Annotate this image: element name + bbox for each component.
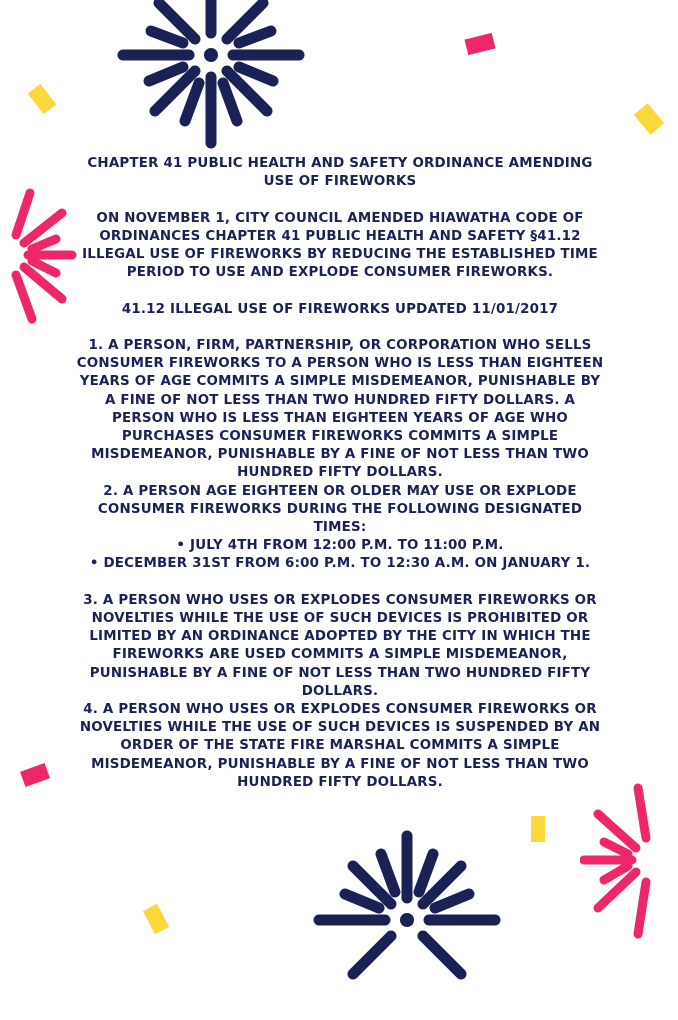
yellow-confetti-bottom-mid [531, 816, 545, 842]
ordinance-document [40, 155, 640, 792]
item-2-bullet: • JULY 4TH FROM 12:00 P.M. TO 11:00 P.M. [176, 538, 504, 554]
intro-line: ON NOVEMBER 1, CITY COUNCIL AMENDED HIAWATHA CODE OF [96, 210, 584, 226]
item-1-line: MISDEMEANOR, PUNISHABLE BY A FINE OF NOT LESS THAN TWO [91, 447, 589, 463]
item-1-line: PERSON WHO IS LESS THAN EIGHTEEN YEARS OF AGE WHO [111, 410, 569, 426]
section-heading: 41.12 ILLEGAL USE OF FIREWORKS UPDATED 11/01/2017 [121, 301, 559, 317]
item-2-line: 2. A PERSON AGE EIGHTEEN OR OLDER MAY USE OR EXPLODE [103, 483, 577, 499]
title-line: USE OF FIREWORKS [263, 174, 417, 190]
intro-line: ILLEGAL USE OF FIREWORKS BY REDUCING THE ESTABLISHED TIME [82, 247, 598, 262]
item-3-line: NOVELTIES WHILE THE USE OF SUCH DEVICES IS PROHIBITED OR [91, 611, 589, 627]
item-4-line: 4. A PERSON WHO USES OR EXPLODES CONSUMER FIREWORKS OR [83, 702, 597, 718]
intro-line: PERIOD TO USE AND EXPLODE CONSUMER FIREWORKS. [126, 265, 554, 281]
yellow-confetti-bottom-left [143, 904, 169, 934]
intro-line: ORDINANCES CHAPTER 41 PUBLIC HEALTH AND SAFETY §41.12 [99, 228, 581, 244]
item-1-line: 1. A PERSON, FIRM, PARTNERSHIP, OR CORPORATION WHO SELLS [88, 337, 592, 353]
yellow-confetti-right [634, 103, 665, 134]
item-2-bullet: • DECEMBER 31ST FROM 6:00 P.M. TO 12:30 A.M. ON JANUARY 1. [89, 556, 591, 572]
navy-firework-bottom-icon [307, 820, 507, 1020]
item-1-line: HUNDRED FIFTY DOLLARS. [237, 465, 443, 481]
yellow-confetti-left [28, 84, 57, 114]
item-4-line: NOVELTIES WHILE THE USE OF SUCH DEVICES IS SUSPENDED BY AN [79, 720, 601, 736]
item-1-line: PURCHASES CONSUMER FIREWORKS COMMITS A SIMPLE [121, 429, 559, 444]
item-4-line: HUNDRED FIFTY DOLLARS. [237, 774, 443, 790]
navy-firework-top-icon [111, 0, 311, 150]
item-1-line: A FINE OF NOT LESS THAN TWO HUNDRED FIFTY DOLLARS. A [104, 392, 576, 408]
item-3-line: DOLLARS. [301, 683, 379, 699]
item-3-line: PUNISHABLE BY A FINE OF NOT LESS THAN TWO HUNDRED FIFTY [89, 665, 591, 681]
pink-firework-right-icon [580, 770, 678, 950]
item-3-line: 3. A PERSON WHO USES OR EXPLODES CONSUMER FIREWORKS OR [83, 592, 597, 608]
item-4-line: ORDER OF THE STATE FIRE MARSHAL COMMITS A SIMPLE [120, 738, 560, 754]
item-4-line: MISDEMEANOR, PUNISHABLE BY A FINE OF NOT LESS THAN TWO [91, 756, 589, 772]
item-3-line: FIREWORKS ARE USED COMMITS A SIMPLE MISDEMEANOR, [112, 647, 568, 663]
item-1-line: CONSUMER FIREWORKS TO A PERSON WHO IS LESS THAN EIGHTEEN [76, 356, 604, 372]
item-3-line: LIMITED BY AN ORDINANCE ADOPTED BY THE CITY IN WHICH THE [89, 629, 591, 645]
item-2-line: CONSUMER FIREWORKS DURING THE FOLLOWING DESIGNATED [97, 501, 583, 517]
item-2-line: TIMES: [313, 520, 367, 536]
item-1-line: YEARS OF AGE COMMITS A SIMPLE MISDEMEANOR, PUNISHABLE BY [79, 374, 601, 390]
title-line: CHAPTER 41 PUBLIC HEALTH AND SAFETY ORDINANCE AMENDING [87, 156, 593, 171]
pink-confetti-top [464, 33, 495, 55]
